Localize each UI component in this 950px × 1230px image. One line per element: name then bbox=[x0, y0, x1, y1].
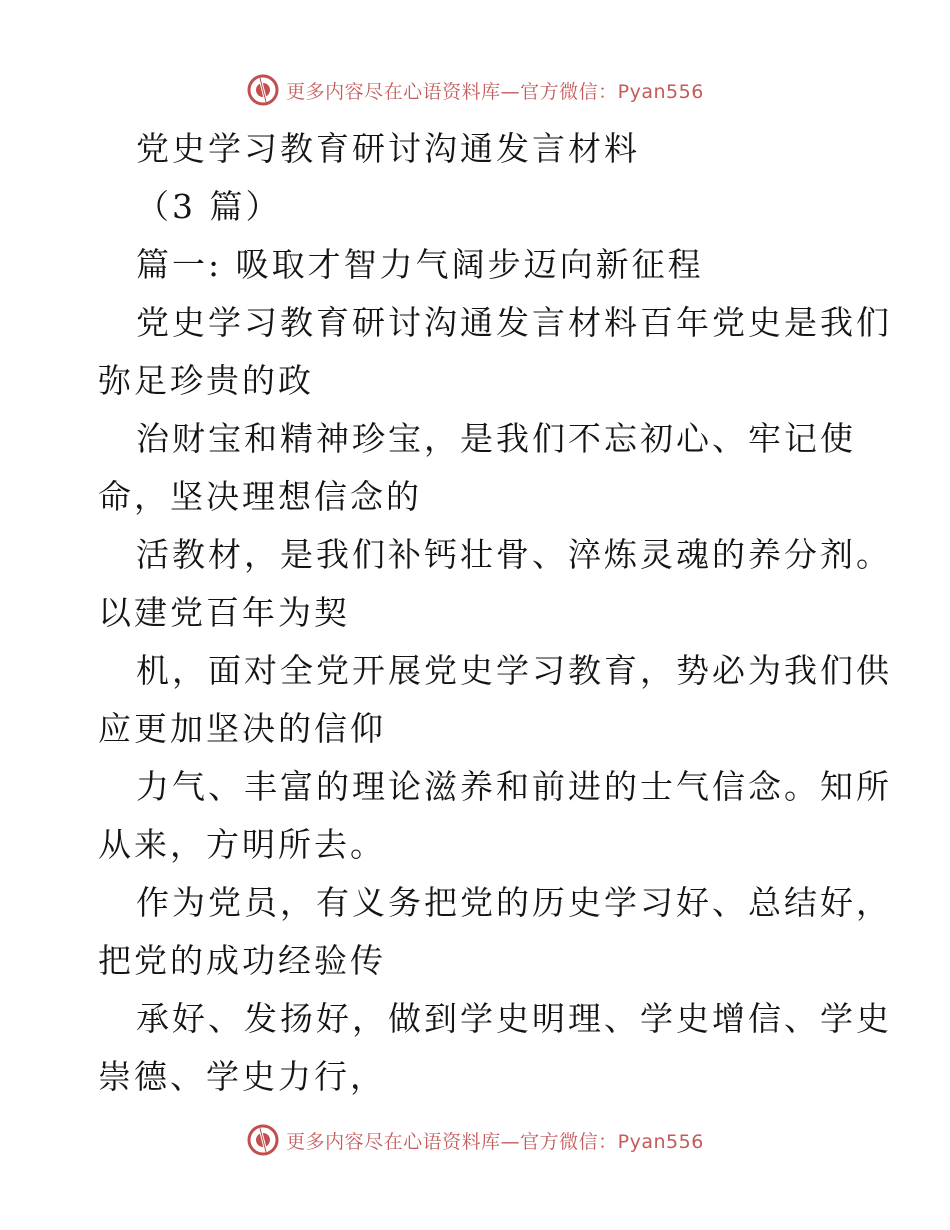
document-subtitle: （3 篇） bbox=[136, 187, 282, 226]
footer-banner-text: 更多内容尽在心语资料库—官方微信：Pyan556 bbox=[286, 1130, 704, 1153]
paragraph-line: 弥足珍贵的政 bbox=[98, 361, 314, 400]
paragraph-line: 力气、丰富的理论滋养和前进的士气信念。知所 bbox=[136, 767, 892, 806]
paragraph-line: 崇德、学史力行， bbox=[98, 1057, 386, 1096]
paragraph-line: 承好、发扬好，做到学史明理、学史增信、学史 bbox=[136, 999, 892, 1038]
paragraph-line: 以建党百年为契 bbox=[98, 593, 350, 632]
paragraph-line: 机，面对全党开展党史学习教育，势必为我们供 bbox=[136, 651, 892, 690]
paragraph-line: 命，坚决理想信念的 bbox=[98, 477, 422, 516]
paragraph-line: 作为党员，有义务把党的历史学习好、总结好， bbox=[136, 883, 892, 922]
brand-logo-icon bbox=[246, 1123, 280, 1157]
footer-banner bbox=[0, 1120, 950, 1160]
brand-logo-icon bbox=[246, 73, 280, 107]
paragraph-line: 从来，方明所去。 bbox=[98, 825, 386, 864]
document-title: 党史学习教育研讨沟通发言材料 bbox=[136, 129, 640, 168]
paragraph-line: 应更加坚决的信仰 bbox=[98, 709, 386, 748]
paragraph-line: 治财宝和精神珍宝，是我们不忘初心、牢记使 bbox=[136, 419, 856, 458]
paragraph-line: 党史学习教育研讨沟通发言材料百年党史是我们 bbox=[136, 303, 892, 342]
paragraph-line: 活教材，是我们补钙壮骨、淬炼灵魂的养分剂。 bbox=[136, 535, 892, 574]
paragraph-line: 把党的成功经验传 bbox=[98, 941, 386, 980]
header-banner bbox=[0, 70, 950, 110]
section-heading: 篇一: 吸取才智力气阔步迈向新征程 bbox=[136, 245, 704, 284]
document-body bbox=[98, 120, 892, 1106]
header-banner-text: 更多内容尽在心语资料库—官方微信：Pyan556 bbox=[286, 80, 704, 103]
